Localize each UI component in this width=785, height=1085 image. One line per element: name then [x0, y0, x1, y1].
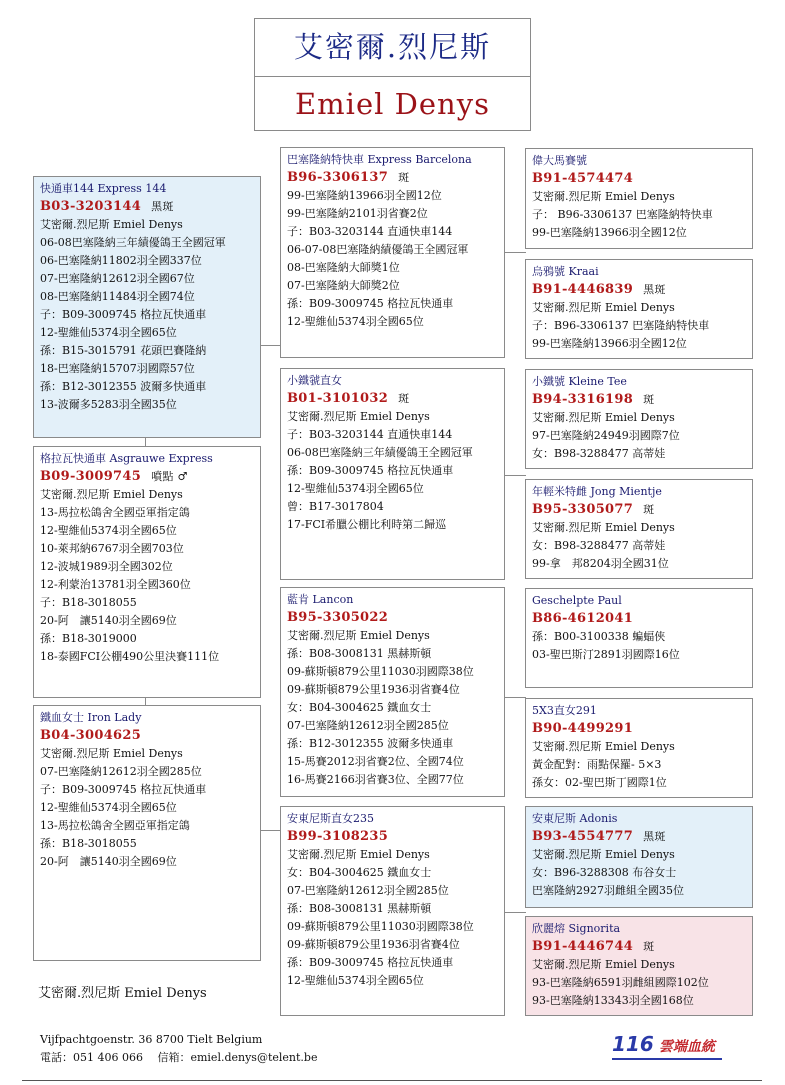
record-line: 艾密爾.烈尼斯 Emiel Denys	[532, 848, 675, 861]
record-line: 07-巴塞隆納12612羽全國285位	[40, 765, 202, 778]
record-line: 孫：B00-3100338 蝙蝠俠	[532, 630, 666, 643]
pedigree-box-gg5	[525, 588, 753, 688]
record-line: 艾密爾.烈尼斯 Emiel Denys	[532, 521, 675, 534]
brand-logo	[612, 1032, 715, 1056]
bird-record	[532, 409, 748, 463]
record-line: 孫：B08-3008131 黑赫斯頓	[287, 902, 432, 915]
title-chinese: 艾密爾.烈尼斯	[255, 19, 530, 77]
connector-line	[504, 475, 526, 476]
record-line: 女：B04-3004625 鐵血女士	[287, 866, 432, 879]
record-line: 13-馬拉松鴿舍全國亞軍指定鴿	[40, 506, 190, 519]
record-line: 93-巴塞隆納6591羽雌組國際102位	[532, 976, 709, 989]
record-line: 孫：B08-3008131 黑赫斯頓	[287, 647, 432, 660]
bird-record	[287, 187, 500, 331]
record-line: 07-巴塞隆納大師獎2位	[287, 279, 400, 292]
pedigree-box-sire	[33, 176, 261, 438]
record-line: 13-馬拉松鴿舍全國亞軍指定鴿	[40, 819, 190, 832]
record-line: 06-07-08巴塞隆納績優鴿王全國冠軍	[287, 243, 469, 256]
record-line: 艾密爾.烈尼斯 Emiel Denys	[40, 218, 183, 231]
pedigree-box-main	[33, 446, 261, 698]
record-line: 黃金配對：雨點保羅- 5×3	[532, 758, 662, 771]
bird-record	[532, 628, 748, 664]
bird-name: 偉大馬賽號	[532, 154, 587, 167]
bird-record	[532, 299, 748, 353]
bird-color: 黑斑	[643, 830, 666, 843]
record-line: 孫：B15-3015791 花頭巴賽隆納	[40, 344, 207, 357]
record-line: 孫：B09-3009745 格拉瓦快通車	[287, 464, 454, 477]
record-line: 07-巴塞隆納12612羽全國285位	[287, 884, 449, 897]
bird-color: 斑	[643, 393, 655, 406]
record-line: 18-泰國FCI公棚490公里決賽111位	[40, 650, 220, 663]
pedigree-box-g4	[280, 806, 505, 1016]
record-line: 子：B03-3203144 直通快車144	[287, 428, 453, 441]
record-line: 女：B96-3288308 布谷女士	[532, 866, 677, 879]
bird-name: 小鐵號 Kleine Tee	[532, 375, 627, 388]
record-line: 子：B09-3009745 格拉瓦快通車	[40, 783, 207, 796]
ring-number: B93-4554777 黑斑	[532, 829, 666, 844]
bird-record	[287, 846, 500, 990]
record-line: 17-FCI希臘公棚比利時第二歸巡	[287, 518, 447, 531]
record-line: 97-巴塞隆納24949羽國際7位	[532, 429, 680, 442]
record-line: 子：B18-3018055	[40, 596, 137, 609]
ring-number: B03-3203144 黑斑	[40, 199, 174, 214]
bottom-divider	[22, 1080, 762, 1081]
record-line: 12-聖維仙5374羽全國65位	[287, 482, 424, 495]
bird-color: 黑斑	[643, 283, 666, 296]
bird-record	[532, 738, 748, 792]
record-line: 艾密爾.烈尼斯 Emiel Denys	[40, 747, 183, 760]
bird-record	[532, 188, 748, 242]
record-line: 20-阿 讓5140羽全國69位	[40, 614, 177, 627]
bird-name: 年輕米特雌 Jong Mientje	[532, 485, 662, 498]
record-line: 08-巴塞隆納11484羽全國74位	[40, 290, 195, 303]
ring-number: B09-3009745 噴點 ♂	[40, 469, 188, 484]
ring-number: B86-4612041	[532, 611, 634, 626]
pedigree-box-gg1	[525, 148, 753, 249]
ring-number: B96-3306137 斑	[287, 170, 410, 185]
record-line: 艾密爾.烈尼斯 Emiel Denys	[532, 190, 675, 203]
record-line: 99-巴塞隆納13966羽全國12位	[532, 226, 687, 239]
bird-record	[532, 846, 748, 900]
bird-record	[532, 519, 748, 573]
record-line: 艾密爾.烈尼斯 Emiel Denys	[532, 411, 675, 424]
record-line: 孫：B09-3009745 格拉瓦快通車	[287, 297, 454, 310]
record-line: 99-巴塞隆納13966羽全國12位	[287, 189, 442, 202]
contact-line: 電話：051 406 066 信箱：emiel.denys@telent.be	[40, 1051, 318, 1064]
record-line: 12-波城1989羽全國302位	[40, 560, 173, 573]
breeder-signature: 艾密爾.烈尼斯 Emiel Denys	[38, 986, 207, 1001]
pedigree-box-g3	[280, 587, 505, 797]
ring-number: B91-4446839 黑斑	[532, 282, 666, 297]
pedigree-box-gg6	[525, 698, 753, 798]
record-line: 09-蘇斯頓879公里11030羽國際38位	[287, 920, 474, 933]
pedigree-box-g2	[280, 368, 505, 580]
record-line: 艾密爾.烈尼斯 Emiel Denys	[532, 958, 675, 971]
connector-line	[145, 437, 146, 446]
record-line: 06-08巴塞隆納三年績優鴿王全國冠軍	[40, 236, 226, 249]
record-line: 女：B98-3288477 高蒂娃	[532, 447, 666, 460]
ring-number: B94-3316198 斑	[532, 392, 655, 407]
connector-line	[260, 345, 280, 346]
record-line: 13-波爾多5283羽全國35位	[40, 398, 177, 411]
connector-line	[145, 697, 146, 705]
record-line: 曾：B17-3017804	[287, 500, 384, 513]
title-english: Emiel Denys	[295, 87, 490, 121]
address-line: Vijfpachtgoenstr. 36 8700 Tielt Belgium	[40, 1033, 263, 1046]
ring-number: B04-3004625	[40, 728, 142, 743]
record-line: 孫：B18-3018055	[40, 837, 137, 850]
pedigree-box-g1	[280, 147, 505, 358]
record-line: 09-蘇斯頓879公里1936羽省賽4位	[287, 938, 460, 951]
bird-name: 烏鴉號 Kraai	[532, 265, 599, 278]
bird-name: 小鐵虢直女	[287, 374, 342, 387]
logo-number: 116	[612, 1032, 654, 1056]
record-line: 99-拿 邦8204羽全國31位	[532, 557, 669, 570]
bird-record	[287, 627, 500, 789]
record-line: 99-巴塞隆納13966羽全國12位	[532, 337, 687, 350]
ring-number: B90-4499291	[532, 721, 634, 736]
bird-color: 黑斑	[151, 200, 174, 213]
record-line: 12-聖維仙5374羽全國65位	[287, 315, 424, 328]
record-line: 12-聖維仙5374羽全國65位	[287, 974, 424, 987]
bird-color: 噴點 ♂	[151, 470, 188, 483]
bird-record	[532, 956, 748, 1010]
ring-number: B91-4446744 斑	[532, 939, 655, 954]
bird-record	[40, 486, 256, 666]
connector-line	[504, 912, 526, 913]
pedigree-box-gg8	[525, 916, 753, 1016]
record-line: 99-巴塞隆納2101羽省賽2位	[287, 207, 428, 220]
bird-name: 藍肯 Lancon	[287, 593, 354, 606]
record-line: 子：B96-3306137 巴塞隆納特快車	[532, 319, 710, 332]
record-line: 女：B04-3004625 鐵血女士	[287, 701, 432, 714]
record-line: 艾密爾.烈尼斯 Emiel Denys	[532, 740, 675, 753]
logo-underline	[612, 1058, 722, 1060]
record-line: 12-聖維仙5374羽全國65位	[40, 801, 177, 814]
ring-number: B91-4574474	[532, 171, 634, 186]
record-line: 艾密爾.烈尼斯 Emiel Denys	[287, 629, 430, 642]
bird-name: 鐵血女士 Iron Lady	[40, 711, 142, 724]
ring-number: B95-3305022	[287, 610, 389, 625]
record-line: 15-馬賽2012羽省賽2位、全國74位	[287, 755, 464, 768]
record-line: 艾密爾.烈尼斯 Emiel Denys	[532, 301, 675, 314]
bird-name: 5X3直女291	[532, 704, 597, 717]
bird-name: 巴塞隆納特快車 Express Barcelona	[287, 153, 472, 166]
record-line: 孫：B09-3009745 格拉瓦快通車	[287, 956, 454, 969]
record-line: 女：B98-3288477 高蒂娃	[532, 539, 666, 552]
bird-name: 安東尼斯 Adonis	[532, 812, 618, 825]
pedigree-box-dam	[33, 705, 261, 961]
record-line: 09-蘇斯頓879公里1936羽省賽4位	[287, 683, 460, 696]
bird-color: 斑	[398, 392, 410, 405]
pedigree-box-gg7	[525, 806, 753, 908]
record-line: 艾密爾.烈尼斯 Emiel Denys	[287, 848, 430, 861]
pedigree-box-gg2	[525, 259, 753, 359]
record-line: 孫女：02-聖巴斯丁國際1位	[532, 776, 667, 789]
record-line: 16-馬賽2166羽省賽3位、全國77位	[287, 773, 464, 786]
record-line: 18-巴塞隆納15707羽國際57位	[40, 362, 195, 375]
bird-color: 斑	[643, 503, 655, 516]
connector-line	[260, 830, 280, 831]
record-line: 06-巴塞隆納11802羽全國337位	[40, 254, 202, 267]
ring-number: B99-3108235	[287, 829, 389, 844]
bird-record	[287, 408, 500, 534]
record-line: 09-蘇斯頓879公里11030羽國際38位	[287, 665, 474, 678]
ring-number: B95-3305077 斑	[532, 502, 655, 517]
title-box	[254, 18, 531, 131]
bird-name: 快通車144 Express 144	[40, 182, 167, 195]
ring-number: B01-3101032 斑	[287, 391, 410, 406]
bird-name: 欣麗熔 Signorita	[532, 922, 621, 935]
record-line: 孫：B12-3012355 波爾多快通車	[40, 380, 207, 393]
bird-record	[40, 745, 256, 871]
record-line: 艾密爾.烈尼斯 Emiel Denys	[40, 488, 183, 501]
record-line: 子：B09-3009745 格拉瓦快通車	[40, 308, 207, 321]
bird-name: 格拉瓦快通車 Asgrauwe Express	[40, 452, 213, 465]
bird-name: 安東尼斯直女235	[287, 812, 374, 825]
record-line: 20-阿 讓5140羽全國69位	[40, 855, 177, 868]
record-line: 07-巴塞隆納12612羽全國285位	[287, 719, 449, 732]
record-line: 10-萊邦納6767羽全國703位	[40, 542, 184, 555]
bird-name: Geschelpte Paul	[532, 594, 622, 607]
record-line: 巴塞隆納2927羽雌組全國35位	[532, 884, 684, 897]
pedigree-box-gg4	[525, 479, 753, 579]
record-line: 孫：B18-3019000	[40, 632, 137, 645]
logo-text: 雲端血統	[658, 1039, 715, 1055]
record-line: 12-聖維仙5374羽全國65位	[40, 326, 177, 339]
connector-line	[504, 697, 526, 698]
record-line: 孫：B12-3012355 波爾多快通車	[287, 737, 454, 750]
record-line: 艾密爾.烈尼斯 Emiel Denys	[287, 410, 430, 423]
pedigree-box-gg3	[525, 369, 753, 469]
record-line: 07-巴塞隆納12612羽全國67位	[40, 272, 195, 285]
record-line: 06-08巴塞隆納三年績優鴿王全國冠軍	[287, 446, 473, 459]
connector-line	[504, 252, 526, 253]
bird-record	[40, 216, 256, 414]
record-line: 12-利蒙治13781羽全國360位	[40, 578, 191, 591]
record-line: 93-巴塞隆納13343羽全國168位	[532, 994, 694, 1007]
record-line: 12-聖維仙5374羽全國65位	[40, 524, 177, 537]
bird-color: 斑	[643, 940, 655, 953]
bird-color: 斑	[398, 171, 410, 184]
record-line: 子：B03-3203144 直通快車144	[287, 225, 453, 238]
record-line: 03-聖巴斯汀2891羽國際16位	[532, 648, 680, 661]
record-line: 08-巴塞隆納大師獎1位	[287, 261, 400, 274]
record-line: 子： B96-3306137 巴塞隆納特快車	[532, 208, 713, 221]
